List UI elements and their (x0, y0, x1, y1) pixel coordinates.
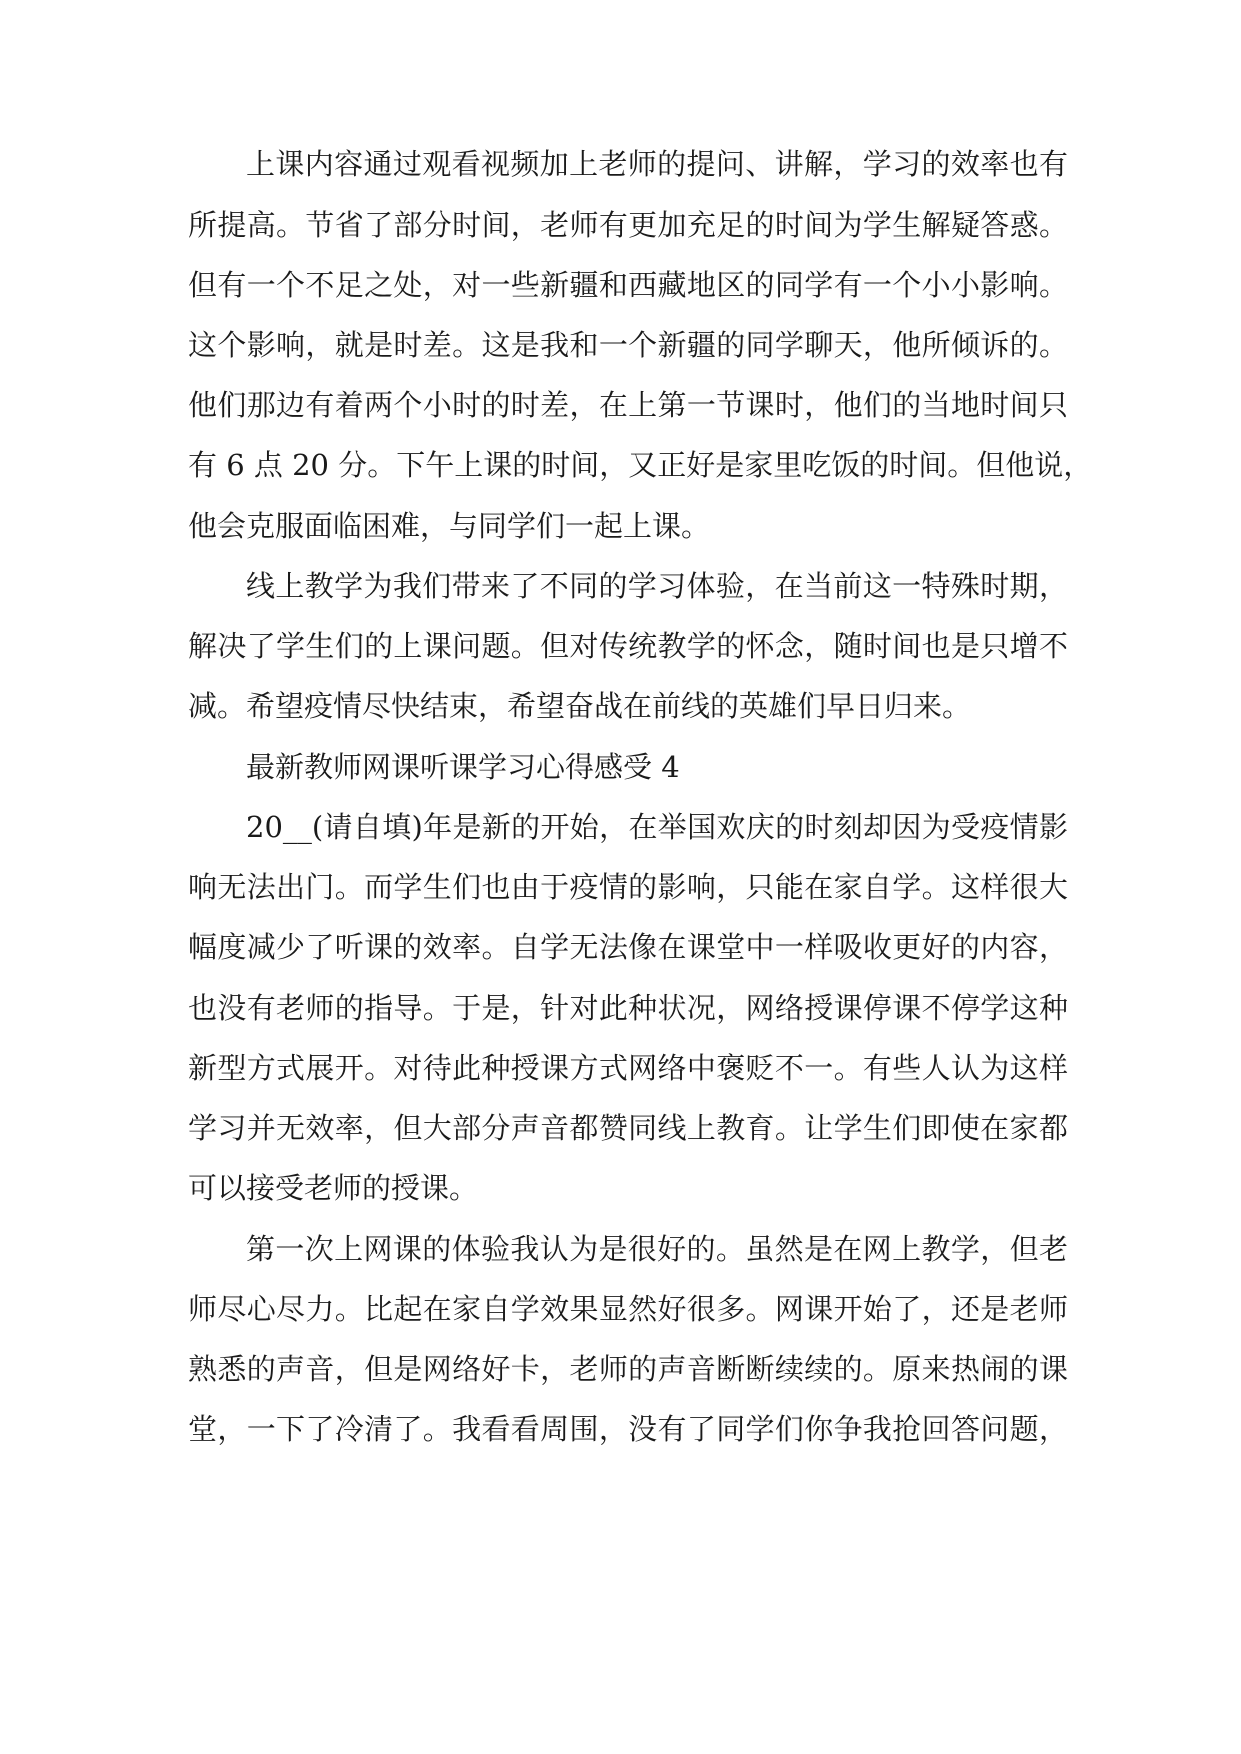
text-line: 也没有老师的指导。于是，针对此种状况，网络授课停课不停学这种 (188, 991, 1068, 1025)
text-line: 他会克服面临困难，与同学们一起上课。 (188, 509, 711, 543)
text-line: 有 6 点 20 分。下午上课的时间，又正好是家里吃饭的时间。但他说， (188, 448, 1093, 482)
text-line: 解决了学生们的上课问题。但对传统教学的怀念，随时间也是只增不 (188, 629, 1068, 663)
text-line: 堂，一下了冷清了。我看看周围，没有了同学们你争我抢回答问题， (188, 1412, 1068, 1446)
text-line: 响无法出门。而学生们也由于疫情的影响，只能在家自学。这样很大 (188, 870, 1068, 904)
text-line: 第一次上网课的体验我认为是很好的。虽然是在网上教学，但老 (246, 1232, 1068, 1266)
text-line: 熟悉的声音，但是网络好卡，老师的声音断断续续的。原来热闹的课 (188, 1352, 1068, 1386)
text-line: 上课内容通过观看视频加上老师的提问、讲解，学习的效率也有 (246, 147, 1068, 181)
text-line: 这个影响，就是时差。这是我和一个新疆的同学聊天，他所倾诉的。 (188, 328, 1068, 362)
text-line: 可以接受老师的授课。 (188, 1171, 479, 1205)
text-line: 20__(请自填)年是新的开始，在举国欢庆的时刻却因为受疫情影 (246, 810, 1068, 844)
text-line: 线上教学为我们带来了不同的学习体验，在当前这一特殊时期， (246, 569, 1068, 603)
text-line: 所提高。节省了部分时间，老师有更加充足的时间为学生解疑答惑。 (188, 208, 1068, 242)
text-line: 减。希望疫情尽快结束，希望奋战在前线的英雄们早日归来。 (188, 689, 972, 723)
text-line: 但有一个不足之处，对一些新疆和西藏地区的同学有一个小小影响。 (188, 268, 1068, 302)
text-line: 他们那边有着两个小时的时差，在上第一节课时，他们的当地时间只 (188, 388, 1068, 422)
text-line: 学习并无效率，但大部分声音都赞同线上教育。让学生们即使在家都 (188, 1111, 1068, 1145)
text-line: 师尽心尽力。比起在家自学效果显然好很多。网课开始了，还是老师 (188, 1292, 1068, 1326)
section-heading: 最新教师网课听课学习心得感受 4 (246, 750, 680, 784)
text-line: 幅度减少了听课的效率。自学无法像在课堂中一样吸收更好的内容， (188, 930, 1068, 964)
text-line: 新型方式展开。对待此种授课方式网络中褒贬不一。有些人认为这样 (188, 1051, 1068, 1085)
